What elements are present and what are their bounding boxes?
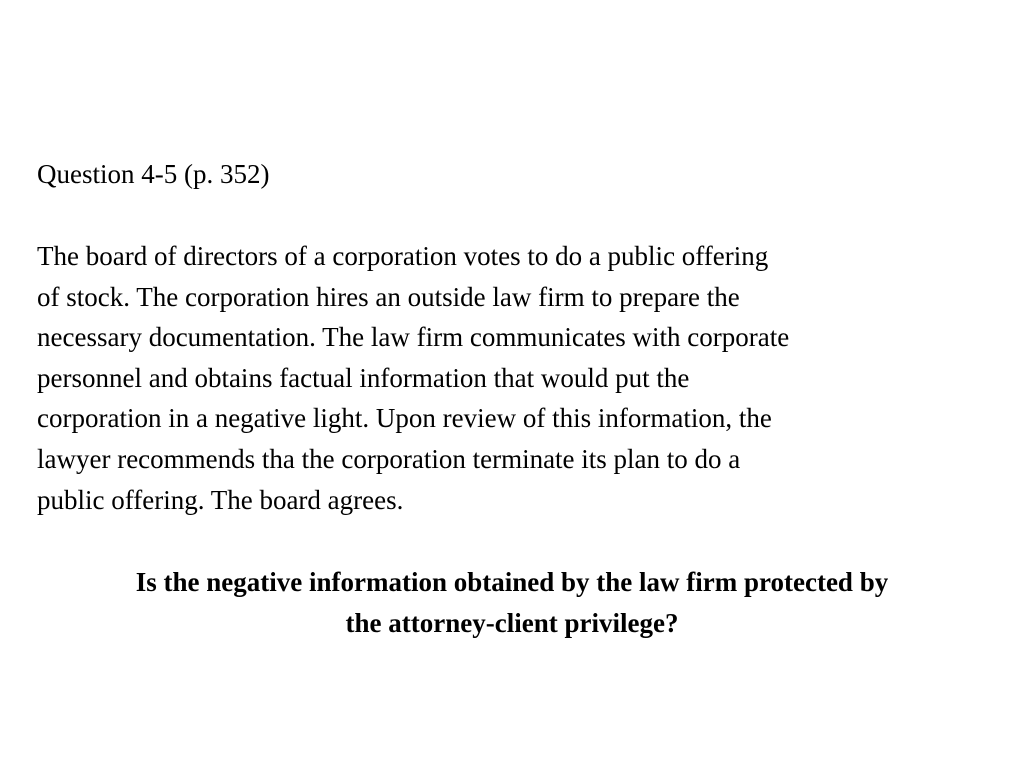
body-text-line: lawyer recommends tha the corporation terminate its plan to do a — [37, 444, 741, 474]
slide-heading: Question 4-5 (p. 352) — [37, 159, 270, 189]
body-text-line: corporation in a negative light. Upon review of this information, the — [37, 403, 772, 433]
body-text-line: personnel and obtains factual information that would put the — [37, 363, 690, 393]
body-text-line: public offering. The board agrees. — [37, 485, 404, 515]
question-text-line: the attorney-client privilege? — [345, 608, 679, 638]
body-text-line: of stock. The corporation hires an outside law firm to prepare the — [37, 282, 740, 312]
question-text-line: Is the negative information obtained by the law firm protected by — [135, 567, 889, 597]
body-text-line: necessary documentation. The law firm communicates with corporate — [37, 322, 790, 352]
body-text-line: The board of directors of a corporation votes to do a public offering — [37, 241, 769, 271]
